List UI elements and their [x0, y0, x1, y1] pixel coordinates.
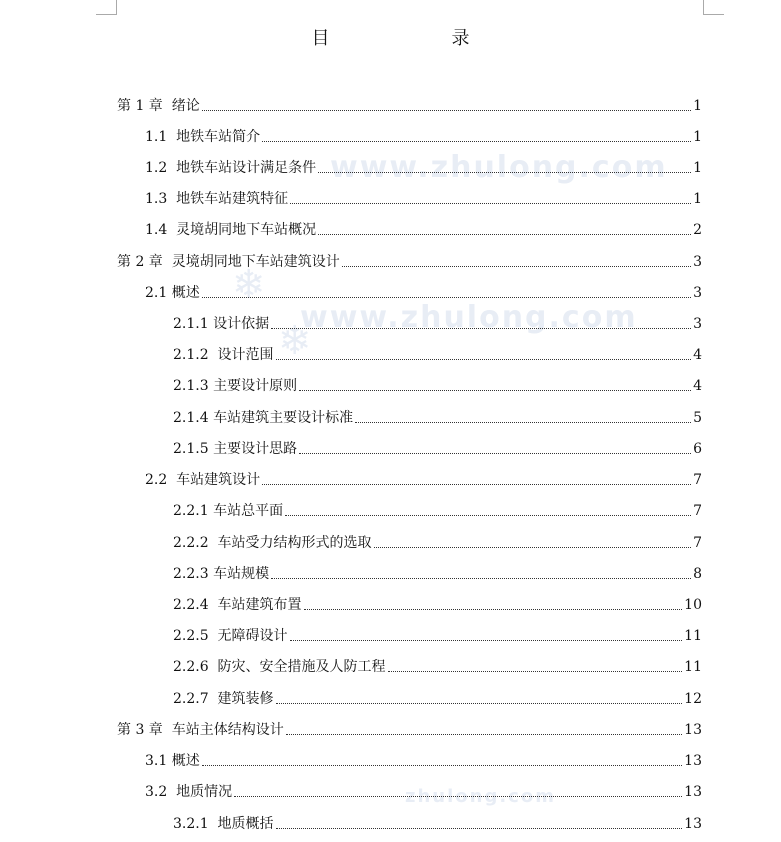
- watermark-logo-icon-2: ❄: [278, 318, 312, 364]
- toc-page-number: 3: [693, 316, 702, 332]
- toc-entry-text: 2.1.5 主要设计思路: [173, 441, 298, 457]
- toc-page-number: 13: [684, 816, 702, 832]
- watermark-2: www.zhulong.com: [300, 300, 638, 335]
- toc-page-number: 2: [693, 222, 702, 238]
- toc-leader-dots: [285, 515, 691, 516]
- toc-entry-text: 2.1.1 设计依据: [173, 316, 270, 332]
- toc-leader-dots: [318, 234, 691, 235]
- toc-leader-dots: [202, 765, 682, 766]
- toc-page-number: 1: [693, 191, 702, 207]
- toc-leader-dots: [262, 484, 691, 485]
- toc-entry-text: 2.2.1 车站总平面: [173, 503, 284, 519]
- toc-entry-1-2[interactable]: [145, 156, 702, 176]
- toc-page-number: 11: [684, 659, 702, 675]
- toc-page-number: 3: [693, 285, 702, 301]
- toc-leader-dots: [276, 703, 683, 704]
- toc-entry-ch1[interactable]: [117, 94, 702, 114]
- toc-page-number: 10: [684, 597, 702, 613]
- toc-leader-dots: [374, 547, 692, 548]
- toc-entry-2-1-2[interactable]: [173, 343, 702, 363]
- toc-entry-2-2-5[interactable]: [173, 624, 702, 644]
- toc-entry-text: 2.2.4 车站建筑布置: [173, 597, 302, 613]
- toc-entry-text: 2.1 概述: [145, 285, 200, 301]
- toc-entry-3-1[interactable]: [145, 749, 702, 769]
- toc-leader-dots: [276, 359, 692, 360]
- toc-entry-text: 2.2.5 无障碍设计: [173, 628, 288, 644]
- toc-entry-2-2-6[interactable]: [173, 655, 702, 675]
- toc-page-number: 4: [693, 378, 702, 394]
- toc-entry-3-2-1[interactable]: [173, 812, 702, 832]
- toc-entry-text: 第 2 章 灵境胡同地下车站建筑设计: [117, 254, 340, 270]
- toc-leader-dots: [388, 671, 683, 672]
- toc-entry-text: 2.1.2 设计范围: [173, 347, 274, 363]
- toc-page-number: 12: [684, 691, 702, 707]
- toc-page-number: 7: [693, 503, 702, 519]
- toc-entry-2-2-2[interactable]: [173, 531, 702, 551]
- toc-leader-dots: [299, 390, 691, 391]
- toc-entry-ch2[interactable]: [117, 250, 702, 270]
- toc-entry-text: 3.1 概述: [145, 753, 200, 769]
- toc-entry-2-2-7[interactable]: [173, 687, 702, 707]
- toc-entry-text: 3.2 地质情况: [145, 784, 233, 800]
- toc-entry-text: 1.3 地铁车站建筑特征: [145, 191, 289, 207]
- page-corner-mark-left: [96, 0, 117, 15]
- toc-leader-dots: [355, 422, 691, 423]
- watermark-3: zhulong.com: [405, 786, 556, 807]
- toc-page-number: 11: [684, 628, 702, 644]
- toc-entry-text: 3.2.1 地质概括: [173, 816, 274, 832]
- toc-entry-1-4[interactable]: [145, 218, 702, 238]
- toc-entry-text: 第 3 章 车站主体结构设计: [117, 722, 284, 738]
- toc-entry-3-2[interactable]: [145, 780, 702, 800]
- toc-page-number: 3: [693, 254, 702, 270]
- toc-entry-1-1[interactable]: [145, 125, 702, 145]
- toc-entry-2-2[interactable]: [145, 468, 702, 488]
- watermark-logo-icon: ❄: [232, 262, 266, 308]
- toc-entry-2-1-4[interactable]: [173, 406, 702, 426]
- toc-entry-text: 2.1.4 车站建筑主要设计标准: [173, 410, 354, 426]
- toc-page-number: 7: [693, 535, 702, 551]
- toc-entry-text: 2.2 车站建筑设计: [145, 472, 261, 488]
- toc-entry-text: 2.1.3 主要设计原则: [173, 378, 298, 394]
- toc-entry-text: 2.2.3 车站规模: [173, 566, 270, 582]
- toc-entry-text: 1.1 地铁车站简介: [145, 129, 261, 145]
- toc-page-number: 8: [693, 566, 702, 582]
- toc-entry-2-2-3[interactable]: [173, 562, 702, 582]
- toc-leader-dots: [262, 141, 691, 142]
- toc-page-number: 4: [693, 347, 702, 363]
- toc-leader-dots: [290, 203, 691, 204]
- toc-entry-ch3[interactable]: [117, 718, 702, 738]
- toc-leader-dots: [342, 266, 691, 267]
- toc-leader-dots: [202, 110, 691, 111]
- toc-entry-1-3[interactable]: [145, 187, 702, 207]
- toc-entry-2-2-4[interactable]: [173, 593, 702, 613]
- page-corner-mark-right: [703, 0, 724, 15]
- toc-page-number: 5: [693, 410, 702, 426]
- toc-page-number: 7: [693, 472, 702, 488]
- toc-leader-dots: [304, 609, 683, 610]
- toc-entry-2-1[interactable]: [145, 281, 702, 301]
- toc-leader-dots: [290, 640, 683, 641]
- toc-page-number: 1: [693, 98, 702, 114]
- toc-page-number: 13: [684, 784, 702, 800]
- toc-page-number: 1: [693, 160, 702, 176]
- toc-leader-dots: [234, 796, 682, 797]
- toc-page-number: 1: [693, 129, 702, 145]
- toc-leader-dots: [202, 297, 691, 298]
- toc-entry-2-1-3[interactable]: [173, 374, 702, 394]
- toc-title: 目 录: [311, 28, 522, 49]
- toc-page-number: 6: [693, 441, 702, 457]
- toc-leader-dots: [286, 734, 682, 735]
- toc-leader-dots: [318, 172, 691, 173]
- toc-entry-2-1-1[interactable]: [173, 312, 702, 332]
- toc-leader-dots: [299, 453, 691, 454]
- toc-entry-text: 2.2.7 建筑装修: [173, 691, 274, 707]
- toc-entry-text: 2.2.2 车站受力结构形式的选取: [173, 535, 372, 551]
- toc-entry-text: 1.2 地铁车站设计满足条件: [145, 160, 317, 176]
- toc-leader-dots: [271, 578, 691, 579]
- toc-entry-2-1-5[interactable]: [173, 437, 702, 457]
- toc-entry-text: 2.2.6 防灾、安全措施及人防工程: [173, 659, 386, 675]
- toc-page-number: 13: [684, 722, 702, 738]
- toc-entry-2-2-1[interactable]: [173, 499, 702, 519]
- watermark-1: www.zhulong.com: [330, 150, 668, 185]
- toc-leader-dots: [276, 828, 683, 829]
- toc-entry-text: 第 1 章 绪论: [117, 98, 200, 114]
- toc-page-number: 13: [684, 753, 702, 769]
- toc-leader-dots: [271, 328, 691, 329]
- toc-entry-text: 1.4 灵境胡同地下车站概况: [145, 222, 317, 238]
